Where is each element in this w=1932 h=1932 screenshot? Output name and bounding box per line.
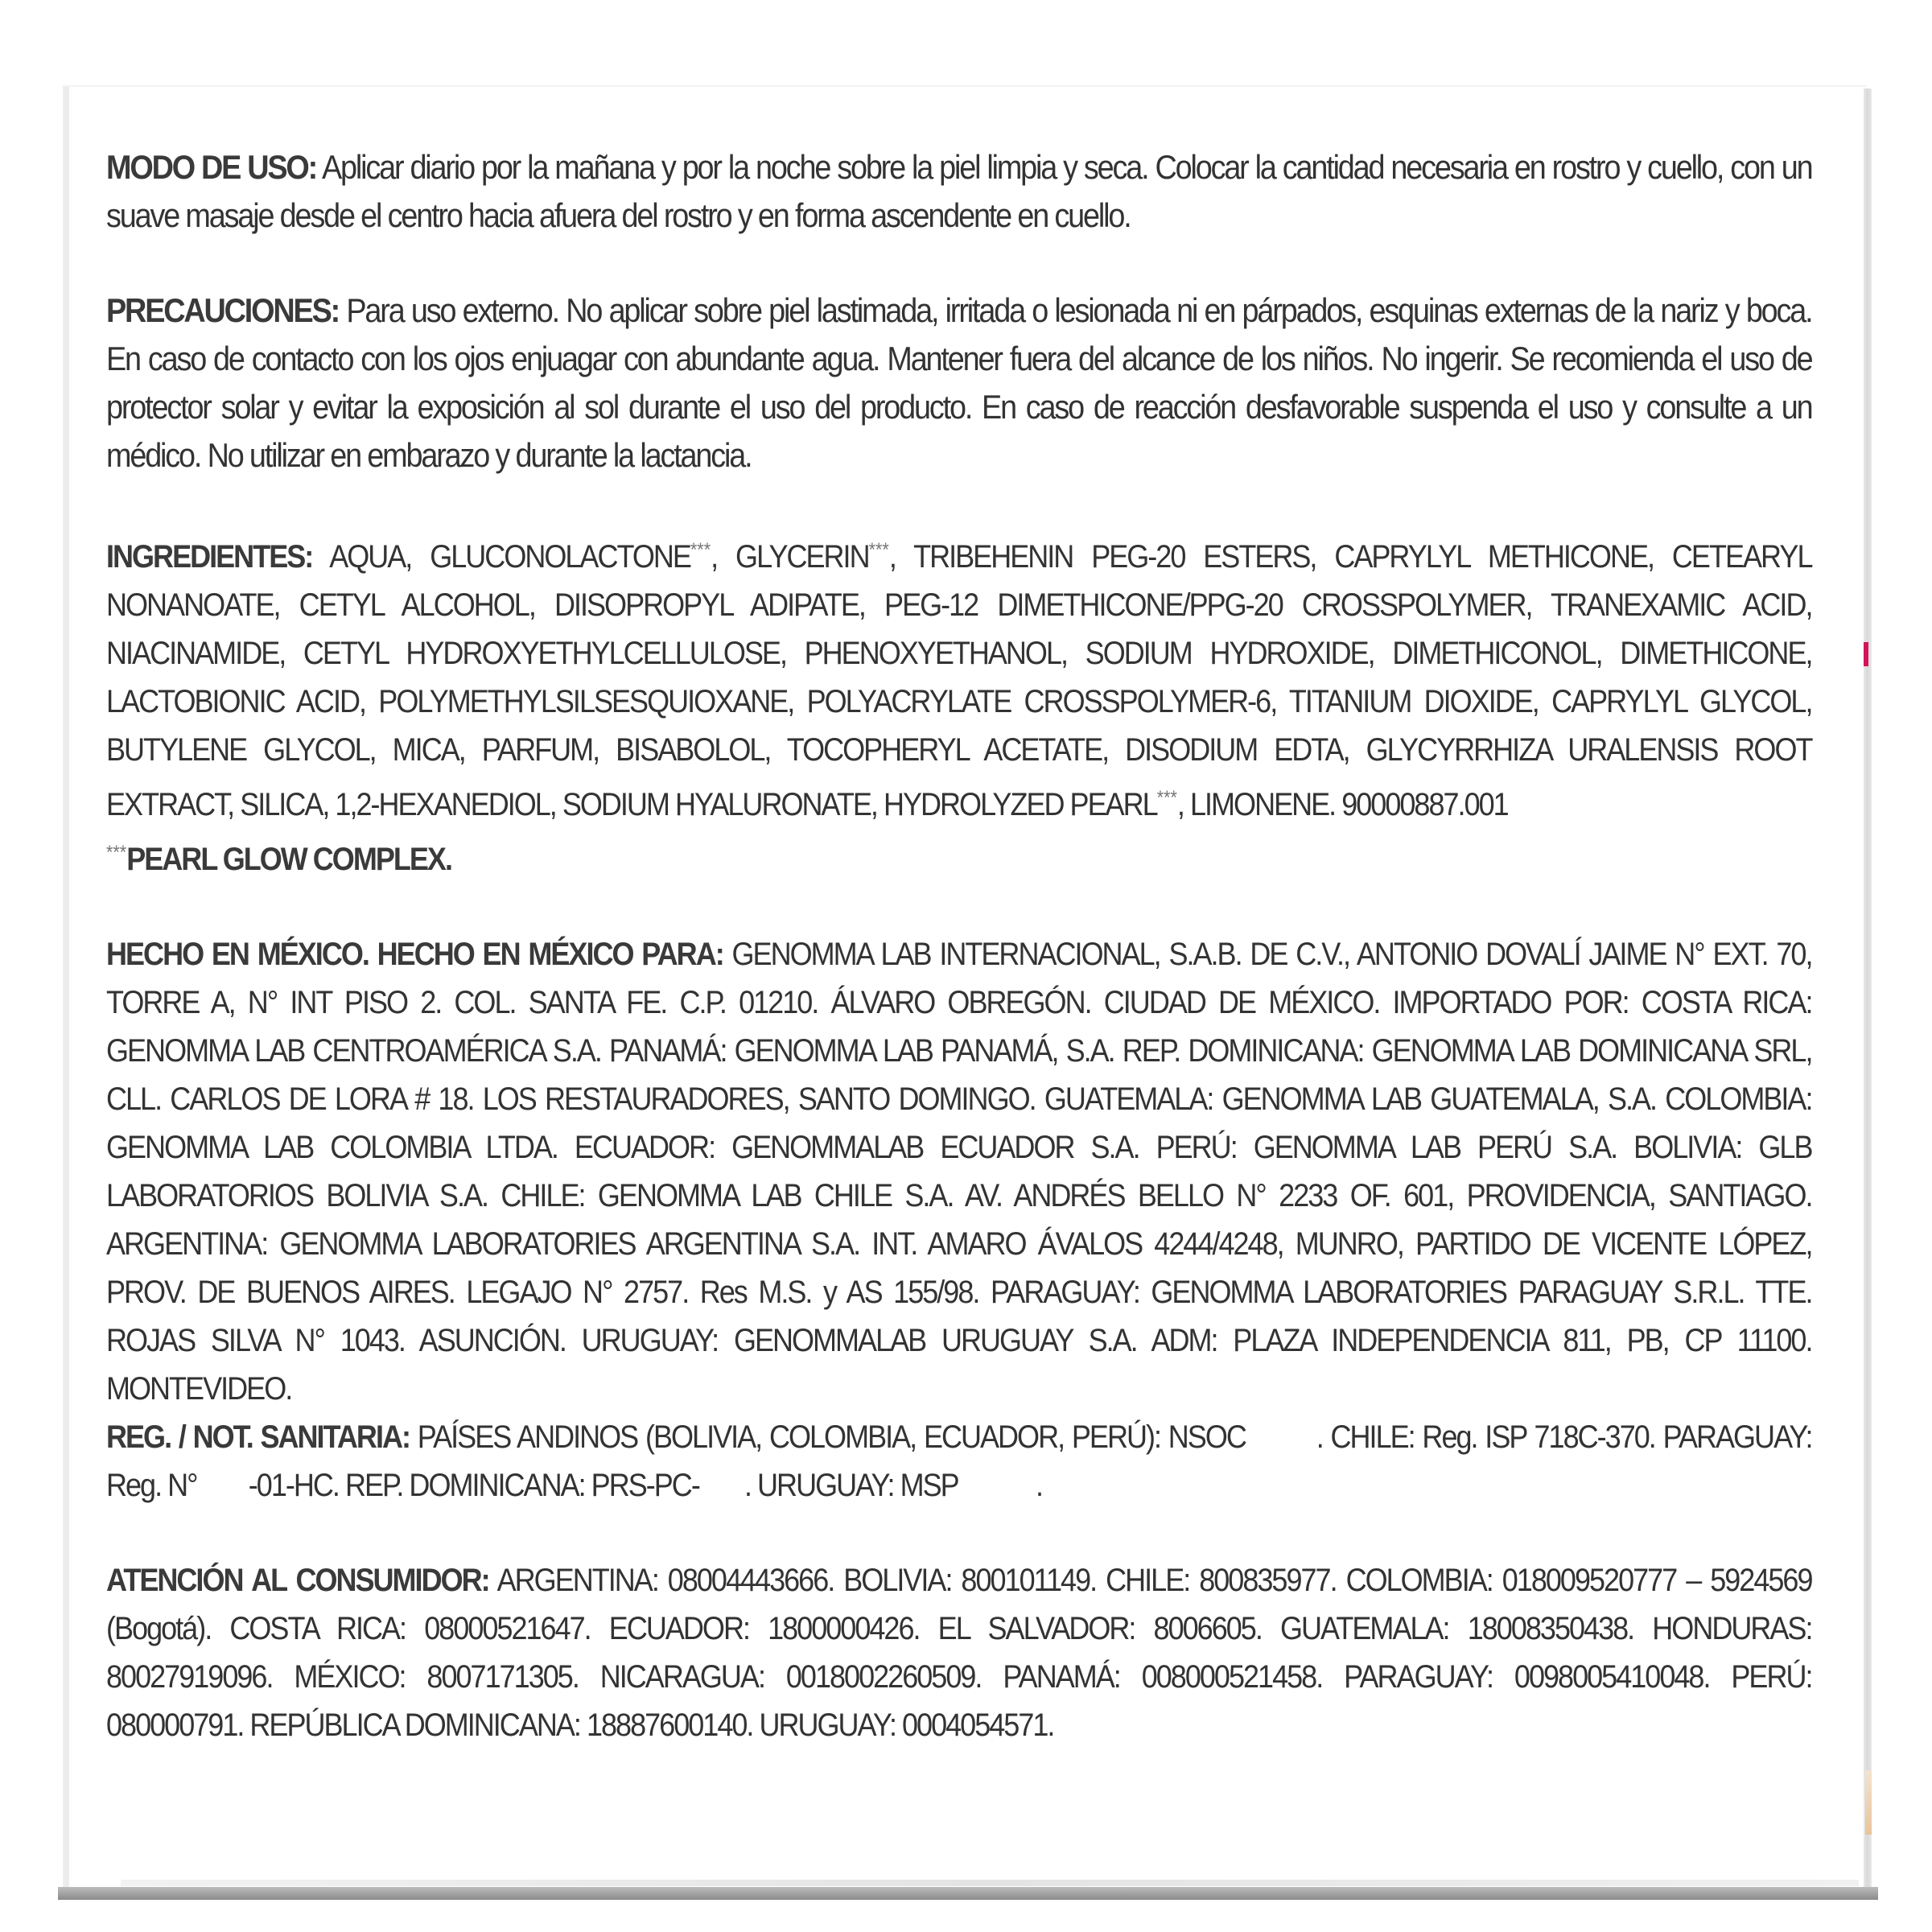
complex-sup: *** bbox=[106, 842, 127, 863]
hecho-en-heading: HECHO EN MÉXICO. HECHO EN MÉXICO PARA: bbox=[106, 937, 723, 972]
ingredientes-section bbox=[106, 526, 1812, 884]
ingredientes-sup1: *** bbox=[690, 539, 711, 561]
box-bottom-edge bbox=[58, 1887, 1878, 1900]
registro-line bbox=[106, 1413, 1812, 1510]
modo-de-uso-heading: MODO DE USO: bbox=[106, 148, 317, 186]
ingredientes-part2: , GLYCERIN bbox=[711, 539, 869, 575]
label-text-area bbox=[106, 143, 1812, 1796]
pearl-glow-complex-line bbox=[106, 829, 1812, 884]
modo-de-uso-section bbox=[106, 143, 1812, 240]
ingredientes-part1: AQUA, GLUCONOLACTONE bbox=[312, 539, 690, 575]
ingredientes-part3: , TRIBEHENIN PEG-20 ESTERS, CAPRYLYL METHICONE, CETEARYL NONANOATE, CETYL ALCOHOL, DIISOPROPYL ADIPATE, PEG-12 DIMETHICONE/PPG-20 CROSSPOLYMER, TRANEXAMIC ACID, NIACINAMIDE, CETYL HYDROXYETHYLCELLULOSE, PHENOXYETHANOL, SODIUM HYDROXIDE, DIMETHICONOL, DIMETHICONE, LACTOBIONIC ACID, POLYMETHYLSILSESQUIOXANE, POLYACRYLATE CROSSPOLYMER-6, TITANIUM DIOXIDE, CAPRYLYL GLYCOL, BUTYLENE GLYCOL, MICA, PARFUM, BISABOLOL, TOCOPHERYL ACETATE, DISODIUM EDTA, GLYCYRRHIZA URALENSIS ROOT EXTRACT, SILICA, 1,2-HEXANEDIOL, SODIUM HYALURONATE, HYDROLYZED PEARL bbox=[106, 539, 1812, 822]
registro-text6: . bbox=[1035, 1468, 1042, 1503]
orange-color-mark bbox=[1865, 1770, 1872, 1835]
precauciones-text: Para uso externo. No aplicar sobre piel lastimada, irritada o lesionada ni en párpados, esquinas externas de la nariz y boca. En caso de contacto con los ojos enjuagar con abundante agua. Mantener fuera del alcance de los niños. No ingerir. Se recomienda el uso de protector solar y evitar la exposición al sol durante el uso del producto. En caso de reacción desfavorable suspenda el uso y consulte a un médico. No utilizar en embarazo y durante la lactancia. bbox=[106, 291, 1812, 474]
precauciones-section bbox=[106, 286, 1812, 480]
modo-de-uso-text: Aplicar diario por la mañana y por la noche sobre la piel limpia y seca. Colocar la cantidad necesaria en rostro y cuello, con un suave masaje desde el centro hacia afuera del rostro y en forma ascendente en cuello. bbox=[106, 148, 1812, 234]
registro-heading: REG. / NOT. SANITARIA: bbox=[106, 1419, 410, 1455]
box-bottom-inner-edge bbox=[121, 1880, 1859, 1886]
atencion-section bbox=[106, 1556, 1812, 1749]
pink-color-mark bbox=[1864, 642, 1868, 666]
ingredientes-heading: INGREDIENTES: bbox=[106, 539, 313, 575]
precauciones-heading: PRECAUCIONES: bbox=[106, 291, 340, 329]
box-right-edge bbox=[1864, 89, 1872, 1891]
registro-text3: PARAGUAY: Reg. N° bbox=[106, 1419, 1812, 1503]
registro-text1: PAÍSES ANDINOS (BOLIVIA, COLOMBIA, ECUADOR, PERÚ): NSOC bbox=[410, 1419, 1246, 1455]
hecho-en-section bbox=[106, 930, 1812, 1510]
atencion-text: ARGENTINA: 08004443666. BOLIVIA: 800101149. CHILE: 800835977. COLOMBIA: 018009520777 – 5924569 (Bogotá). COSTA RICA: 08000521647. ECUADOR: 1800000426. EL SALVADOR: 8006605. GUATEMALA: 18008350438. HONDURAS: 80027919096. MÉXICO: 8007171305. NICARAGUA: 0018002260509. PANAMÁ: 008000521458. PARAGUAY: 0098005410048. PERÚ: 080000791. REPÚBLICA DOMINICANA: 18887600140. URUGUAY: 0004054571. bbox=[106, 1563, 1812, 1743]
registro-text5: . URUGUAY: MSP bbox=[744, 1468, 958, 1503]
pearl-glow-complex: PEARL GLOW COMPLEX. bbox=[126, 842, 451, 877]
hecho-en-text: GENOMMA LAB INTERNACIONAL, S.A.B. DE C.V., ANTONIO DOVALÍ JAIME N° EXT. 70, TORRE A, N° INT PISO 2. COL. SANTA FE. C.P. 01210. ÁLVARO OBREGÓN. CIUDAD DE MÉXICO. IMPORTADO POR: COSTA RICA: GENOMMA LAB CENTROAMÉRICA S.A. PANAMÁ: GENOMMA LAB PANAMÁ, S.A. REP. DOMINICANA: GENOMMA LAB DOMINICANA SRL, CLL. CARLOS DE LORA # 18. LOS RESTAURADORES, SANTO DOMINGO. GUATEMALA: GENOMMA LAB GUATEMALA, S.A. COLOMBIA: GENOMMA LAB COLOMBIA LTDA. ECUADOR: GENOMMALAB ECUADOR S.A. PERÚ: GENOMMA LAB PERÚ S.A. BOLIVIA: GLB LABORATORIOS BOLIVIA S.A. CHILE: GENOMMA LAB CHILE S.A. AV. ANDRÉS BELLO N° 2233 OF. 601, PROVIDENCIA, SANTIAGO. ARGENTINA: GENOMMA LABORATORIES ARGENTINA S.A. INT. AMARO ÁVALOS 4244/4248, MUNRO, PARTIDO DE VICENTE LÓPEZ, PROV. DE BUENOS AIRES. LEGAJO N° 2757. Res M.S. y AS 155/98. PARAGUAY: GENOMMA LABORATORIES PARAGUAY S.R.L. TTE. ROJAS SILVA N° 1043. ASUNCIÓN. URUGUAY: GENOMMALAB URUGUAY S.A. ADM: PLAZA INDEPENDENCIA 811, PB, CP 11100. MONTEVIDEO. bbox=[106, 937, 1812, 1407]
ingredientes-part4: , LIMONENE. 90000887.001 bbox=[1176, 787, 1508, 822]
ingredientes-sup2: *** bbox=[868, 539, 889, 561]
registro-text2: . CHILE: Reg. ISP 718C-370. bbox=[1316, 1419, 1655, 1455]
ingredientes-sup3: *** bbox=[1156, 787, 1177, 809]
atencion-heading: ATENCIÓN AL CONSUMIDOR: bbox=[106, 1563, 489, 1598]
registro-text4: -01-HC. REP. DOMINICANA: PRS-PC- bbox=[248, 1468, 699, 1503]
